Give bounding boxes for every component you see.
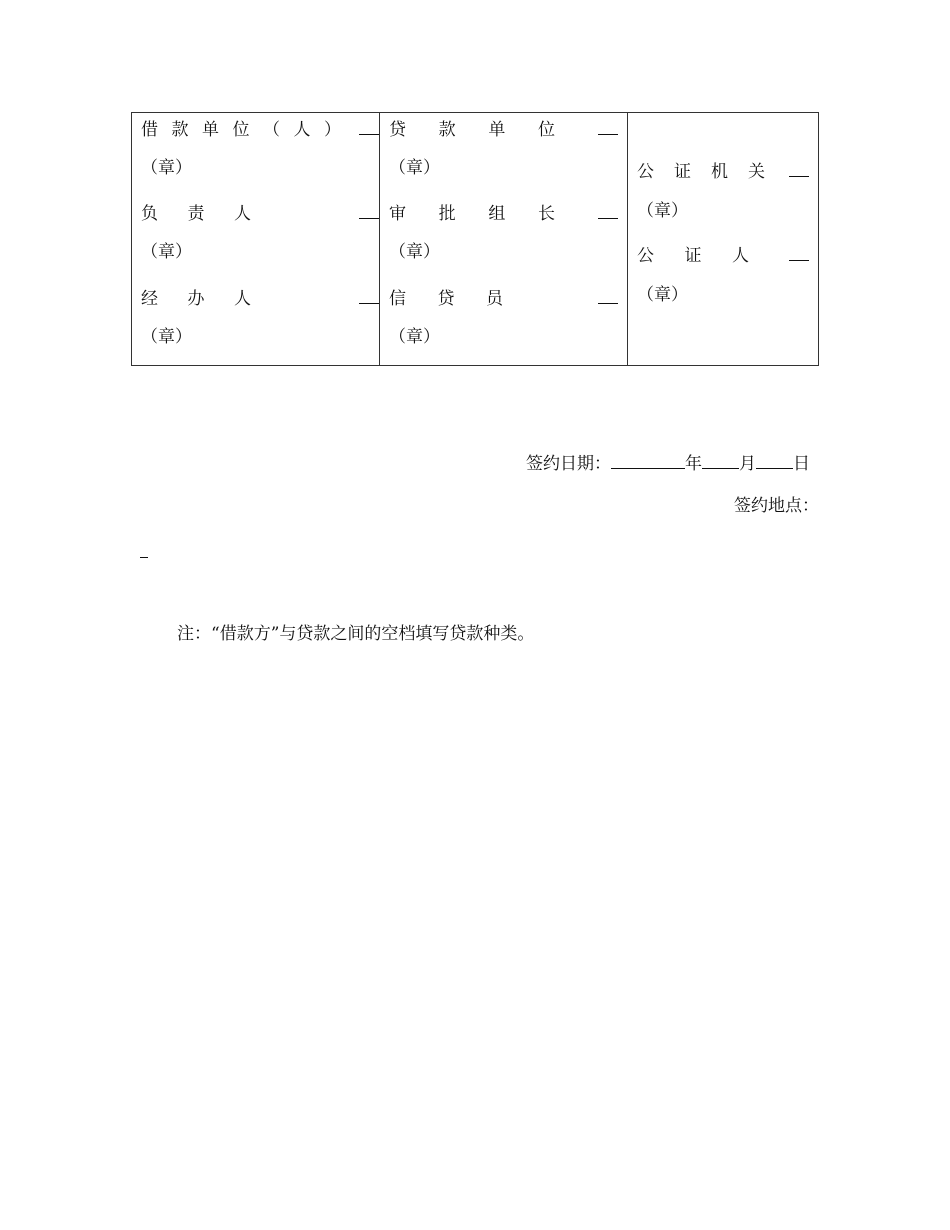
borrower-head-seal: （章） — [141, 242, 192, 262]
notary-person-row — [637, 242, 809, 264]
signing-date — [526, 452, 810, 476]
signing-place-label: 签约地点： — [734, 496, 819, 516]
lender-approver-row — [389, 200, 618, 222]
month-blank[interactable] — [702, 452, 739, 469]
signature-table — [131, 112, 819, 366]
signing-date-label: 签约日期： — [526, 454, 611, 474]
borrower-agent-row — [141, 285, 379, 307]
short-dash-mark — [140, 557, 148, 558]
notary-column — [628, 113, 818, 365]
borrower-head-row — [141, 200, 379, 222]
lender-approver-blank[interactable] — [598, 204, 618, 219]
notary-office-blank[interactable] — [789, 162, 809, 177]
notary-office-label: 公 证 机 关 — [637, 161, 765, 182]
borrower-agent-label: 经 办 人 — [141, 288, 251, 309]
lender-unit-blank[interactable] — [598, 120, 618, 135]
borrower-head-label: 负 责 人 — [141, 203, 251, 224]
year-blank[interactable] — [611, 452, 685, 469]
day-blank[interactable] — [756, 452, 793, 469]
month-label: 月 — [739, 454, 756, 474]
notary-office-row — [637, 158, 809, 180]
borrower-unit-label: 借 款 单 位 （ 人 ） — [141, 119, 341, 140]
lender-approver-seal: （章） — [389, 242, 440, 262]
signing-place — [734, 494, 819, 518]
notary-person-seal: （章） — [637, 285, 688, 305]
borrower-unit-blank[interactable] — [359, 120, 379, 135]
year-label: 年 — [685, 454, 702, 474]
notary-office-seal: （章） — [637, 201, 688, 221]
borrower-unit-row — [141, 116, 379, 138]
lender-officer-blank[interactable] — [598, 289, 618, 304]
borrower-agent-blank[interactable] — [359, 289, 379, 304]
lender-unit-label: 贷 款 单 位 — [389, 119, 555, 140]
notary-person-label: 公 证 人 — [637, 245, 749, 266]
lender-officer-row — [389, 285, 618, 307]
lender-officer-seal: （章） — [389, 327, 440, 347]
borrower-head-blank[interactable] — [359, 204, 379, 219]
lender-officer-label: 信 贷 员 — [389, 288, 503, 309]
footnote: 注：“借款方”与贷款之间的空档填写贷款种类。 — [177, 624, 535, 644]
notary-person-blank[interactable] — [789, 246, 809, 261]
lender-unit-seal: （章） — [389, 158, 440, 178]
lender-unit-row — [389, 116, 618, 138]
day-label: 日 — [793, 454, 810, 474]
borrower-agent-seal: （章） — [141, 327, 192, 347]
borrower-unit-seal: （章） — [141, 158, 192, 178]
borrower-column — [132, 113, 380, 365]
lender-column — [380, 113, 628, 365]
lender-approver-label: 审 批 组 长 — [389, 203, 555, 224]
